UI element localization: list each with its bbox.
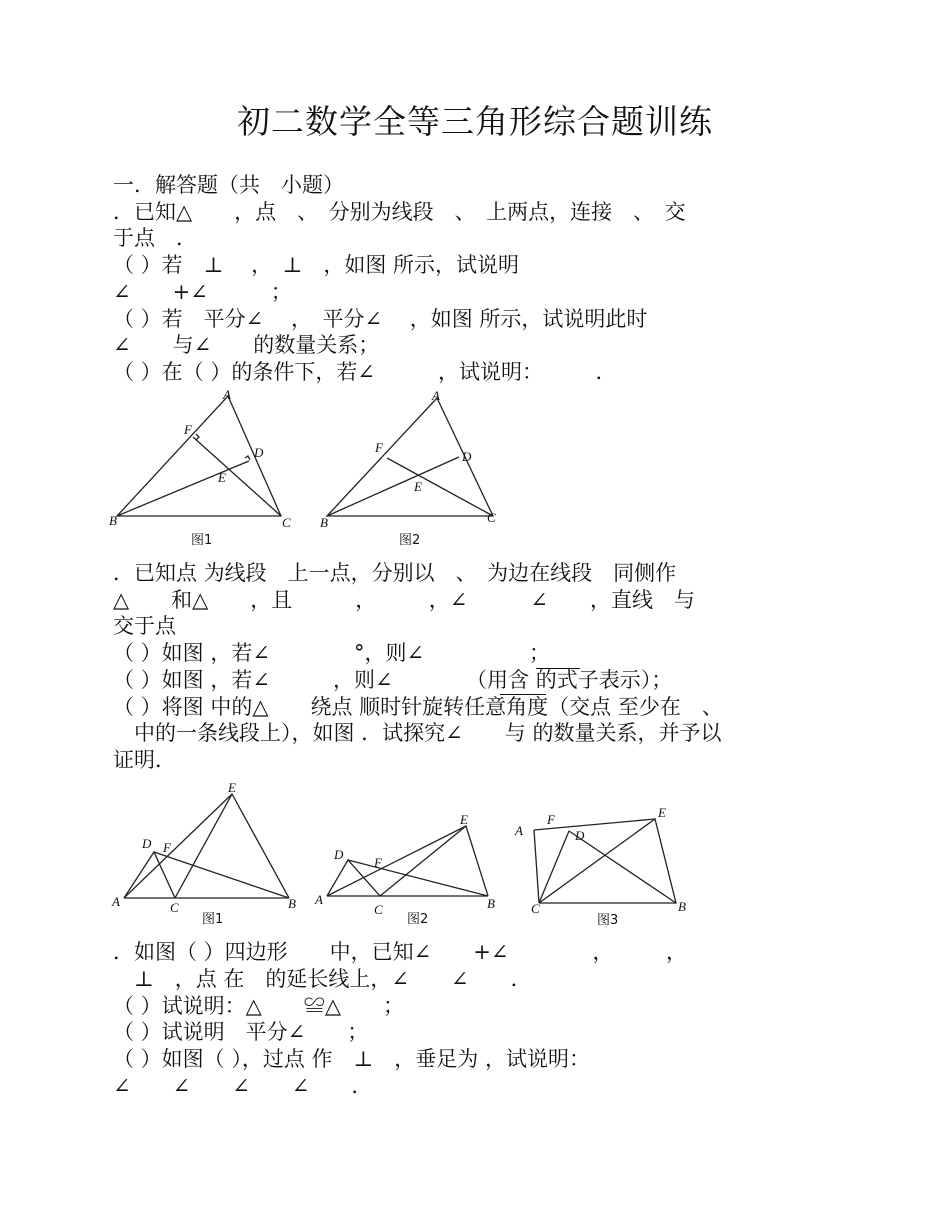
label-a: A <box>112 894 120 909</box>
q3-line-5: （ ）如图（ ），过点 作 ⊥ ，垂足为 ，试说明： <box>113 1047 590 1071</box>
q3-line-3: （ ）试说明：△ ≌△ ； <box>113 994 404 1018</box>
figure-caption: 图2 <box>407 912 429 927</box>
label-f: F <box>547 812 555 827</box>
label-f: F <box>184 422 192 437</box>
q2-line-6: （ ）将图 中的△ 绕点 顺时针旋转任意角度（交点 至少在 、 <box>113 695 723 719</box>
section-heading: 一．解答题（共 小题） <box>113 173 344 197</box>
label-a: A <box>223 387 231 402</box>
segment-db <box>154 852 289 898</box>
q1-line-4: ∠ +∠ ； <box>113 280 292 304</box>
segment-cf <box>193 437 281 516</box>
figure-caption: 图1 <box>191 533 213 548</box>
label-e: E <box>414 479 422 494</box>
q2-line-8: 证明． <box>113 748 176 772</box>
q2-line-3: 交于点 <box>113 614 176 638</box>
page-title: 初二数学全等三角形综合题训练 <box>237 102 713 141</box>
label-c: C <box>170 900 179 915</box>
q1-line-3: （ ）若 ⊥ ， ⊥ ，如图 所示，试说明 <box>113 253 520 277</box>
label-c: C <box>374 902 383 917</box>
triangle-ceb <box>539 819 676 903</box>
label-d: D <box>575 828 585 843</box>
overline-mark <box>536 668 580 669</box>
q1-line-7: （ ）在（ ）的条件下，若∠ ，试说明： ． <box>113 360 617 384</box>
q1-line-2: 于点 ． <box>113 226 197 250</box>
label-f: F <box>374 855 382 870</box>
q3-line-6: ∠ ∠ ∠ ∠ ． <box>113 1074 373 1098</box>
label-e: E <box>228 780 236 795</box>
figure-caption: 图2 <box>399 533 421 548</box>
label-b: B <box>678 899 686 914</box>
label-d: D <box>254 445 264 460</box>
q2-figure-2 <box>310 775 505 930</box>
segment-cf <box>387 458 493 516</box>
label-b: B <box>288 896 296 911</box>
label-e: E <box>460 812 468 827</box>
q3-line-1: ．如图（ ）四边形 中，已知∠ +∠ ， ， <box>113 940 687 964</box>
label-b: B <box>320 515 328 530</box>
label-e: E <box>218 470 226 485</box>
label-f: F <box>375 440 383 455</box>
q1-line-6: ∠ 与∠ 的数量关系； <box>113 333 380 357</box>
q1-line-5: （ ）若 平分∠ ， 平分∠ ，如图 所示，试说明此时 <box>113 307 648 331</box>
triangle-acd <box>534 830 569 903</box>
label-b: B <box>109 513 117 528</box>
label-d: D <box>334 847 344 862</box>
overline-mark <box>500 694 546 695</box>
q2-line-4: （ ）如图 ，若∠ °，则∠ ； <box>113 641 551 665</box>
q3-line-2: ⊥ ，点 在 的延长线上，∠ ∠ ． <box>113 967 532 991</box>
label-b: B <box>487 896 495 911</box>
figure-caption: 图3 <box>597 913 619 928</box>
q2-line-1: ．已知点 为线段 上一点，分别以 、 为边在线段 同侧作 <box>113 561 677 585</box>
label-d: D <box>462 449 472 464</box>
figure-caption: 图1 <box>202 912 224 927</box>
triangle-acd <box>327 860 380 896</box>
label-c: C <box>487 510 496 525</box>
label-a: A <box>515 823 523 838</box>
label-c: C <box>282 515 291 530</box>
label-d: D <box>142 836 152 851</box>
q2-line-5: （ ）如图 ，若∠ ，则∠ （用含 的式子表示）； <box>113 668 673 692</box>
segment-ae <box>124 794 232 898</box>
label-e: E <box>658 805 666 820</box>
q2-figure-3 <box>505 795 695 935</box>
right-angle-mark-d <box>245 456 250 460</box>
right-angle-mark-f <box>196 434 199 440</box>
q1-line-1: ．已知△ ，点 、 分别为线段 、 上两点，连接 、 交 <box>113 200 686 224</box>
label-f: F <box>163 840 171 855</box>
q2-line-7: 中的一条线段上），如图 ．试探究∠ 与 的数量关系，并予以 <box>113 721 722 745</box>
label-a: A <box>432 388 440 403</box>
label-a: A <box>315 892 323 907</box>
q1-figure-2 <box>310 385 515 550</box>
q3-line-4: （ ）试说明 平分∠ ； <box>113 1020 369 1044</box>
label-c: C <box>531 901 540 916</box>
q2-figure-1 <box>105 775 305 930</box>
q2-line-2: △ 和△ ，且 ， ，∠ ∠ ，直线 与 <box>113 588 695 612</box>
q1-figure-1 <box>100 385 300 550</box>
triangle-ceb <box>175 794 289 898</box>
